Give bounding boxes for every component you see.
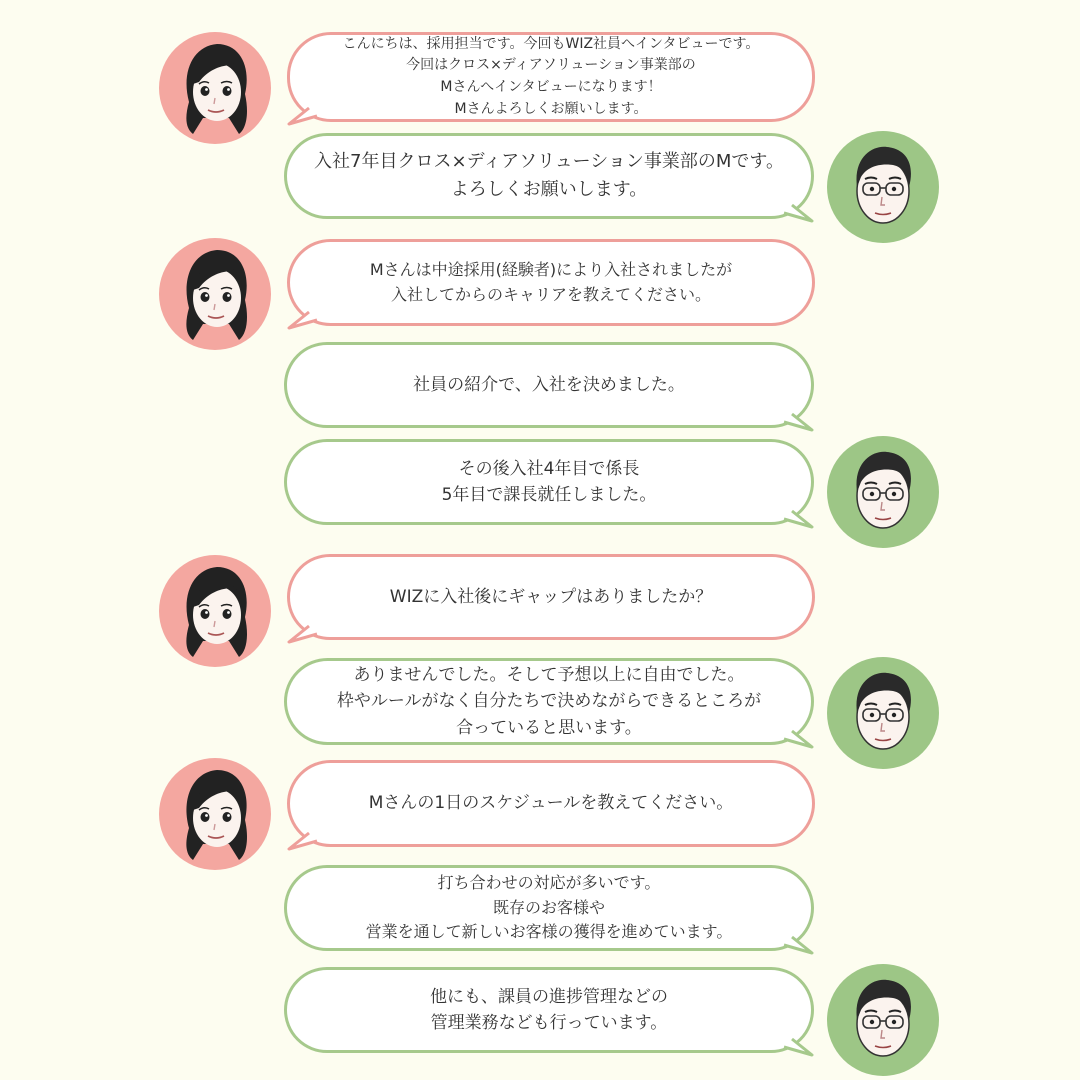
interviewee-speech-bubble bbox=[284, 967, 814, 1053]
bubble-tail bbox=[780, 935, 814, 957]
interviewer-speech-bubble bbox=[287, 239, 815, 326]
message-text-line: よろしくお願いします。 bbox=[450, 179, 648, 200]
woman-avatar-icon bbox=[159, 32, 271, 144]
message-text-line: Mさんは中途採用(経験者)により入社されましたが bbox=[369, 259, 733, 279]
interviewee-message-row bbox=[0, 658, 1080, 745]
message-text-line: 5年目で課長就任しました。 bbox=[441, 485, 657, 505]
man-with-glasses-avatar-icon bbox=[827, 657, 939, 769]
message-text-line: その後入社4年目で係長 bbox=[458, 458, 640, 479]
man-with-glasses-avatar-icon bbox=[827, 964, 939, 1076]
interviewer-message-row bbox=[0, 760, 1080, 847]
message-text-line: こんにちは、採用担当です。今回もWIZ社員へインタビューです。 bbox=[342, 35, 760, 52]
interviewer-speech-bubble bbox=[287, 760, 815, 847]
bubble-tail bbox=[287, 310, 321, 332]
message-text-line: 打ち合わせの対応が多いです。 bbox=[437, 872, 661, 892]
message-text-line: Mさんの1日のスケジュールを教えてください。 bbox=[368, 793, 734, 814]
interviewee-speech-bubble bbox=[284, 658, 814, 745]
interviewee-speech-bubble bbox=[284, 342, 814, 428]
message-text-line: 入社してからのキャリアを教えてください。 bbox=[390, 284, 711, 304]
bubble-tail bbox=[287, 831, 321, 853]
bubble-tail bbox=[780, 203, 814, 225]
woman-avatar-icon bbox=[159, 758, 271, 870]
interviewee-message-row bbox=[0, 967, 1080, 1053]
bubble-tail bbox=[780, 412, 814, 434]
message-text-line: Mさんよろしくお願いします。 bbox=[454, 100, 648, 117]
interviewee-message-row bbox=[0, 133, 1080, 219]
interviewer-speech-bubble bbox=[287, 32, 815, 122]
interviewee-message-row bbox=[0, 865, 1080, 951]
message-text-line: 他にも、課員の進捗管理などの bbox=[430, 986, 668, 1007]
bubble-tail bbox=[780, 1037, 814, 1059]
bubble-tail bbox=[780, 509, 814, 531]
bubble-tail bbox=[287, 624, 321, 646]
man-with-glasses-avatar-icon bbox=[827, 436, 939, 548]
interviewer-speech-bubble bbox=[287, 554, 815, 640]
interviewee-speech-bubble bbox=[284, 133, 814, 219]
interviewer-message-row bbox=[0, 554, 1080, 640]
message-text-line: WIZに入社後にギャップはありましたか？ bbox=[389, 586, 713, 607]
bubble-tail bbox=[780, 729, 814, 751]
message-text-line: 既存のお客様や bbox=[492, 897, 605, 917]
interviewee-message-row bbox=[0, 342, 1080, 428]
interviewer-message-row bbox=[0, 239, 1080, 326]
message-text-line: ありませんでした。そして予想以上に自由でした。 bbox=[353, 664, 745, 685]
message-text-line: Mさんへインタビューになります！ bbox=[440, 79, 662, 95]
man-with-glasses-avatar-icon bbox=[827, 131, 939, 243]
message-text-line: 営業を通して新しいお客様の獲得を進めています。 bbox=[365, 922, 733, 942]
message-text-line: 枠やルールがなく自分たちで決めながらできるところが bbox=[336, 691, 762, 712]
message-text-line: 社員の紹介で、入社を決めました。 bbox=[413, 374, 685, 395]
message-text-line: 入社7年目クロス×ディアソリューション事業部のMです。 bbox=[314, 151, 784, 173]
interviewer-message-row bbox=[0, 32, 1080, 122]
bubble-tail bbox=[287, 106, 321, 128]
message-text-line: 合っていると思います。 bbox=[456, 717, 642, 738]
message-text-line: 管理業務なども行っています。 bbox=[430, 1013, 668, 1033]
woman-avatar-icon bbox=[159, 555, 271, 667]
woman-avatar-icon bbox=[159, 238, 271, 350]
interviewee-speech-bubble bbox=[284, 865, 814, 951]
interviewee-speech-bubble bbox=[284, 439, 814, 525]
interviewee-message-row bbox=[0, 439, 1080, 525]
message-text-line: 今回はクロス×ディアソリューション事業部の bbox=[406, 57, 696, 74]
